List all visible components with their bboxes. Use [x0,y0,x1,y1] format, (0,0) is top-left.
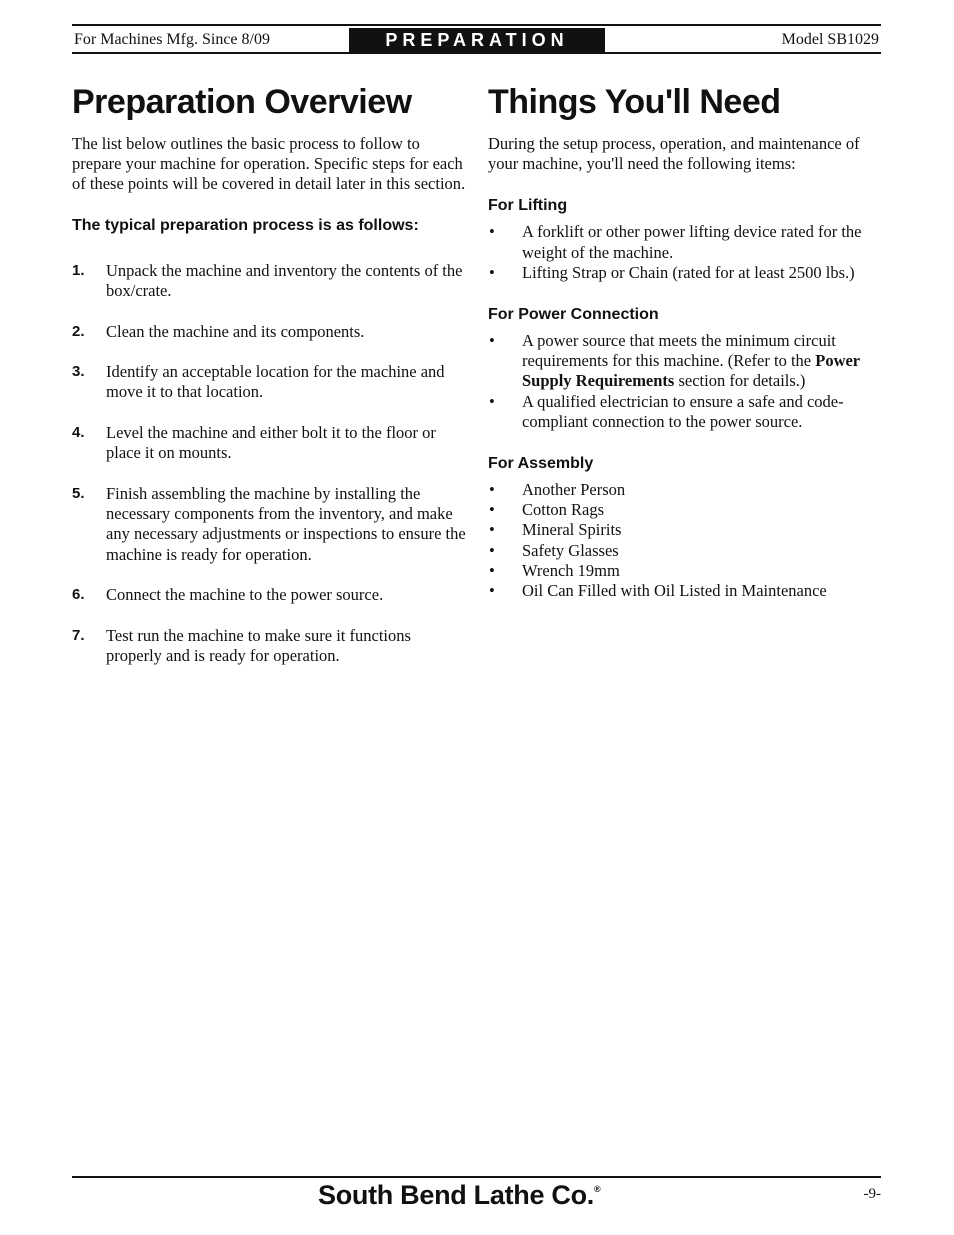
step-text: Test run the machine to make sure it functions properly and is ready for operation. [106,626,411,666]
power-item-text-before: A power source that meets the minimum circuit requirements for this machine. (Refer to the [522,331,836,371]
step-number: 3. [72,363,85,381]
step-number: 5. [72,485,85,503]
list-item-text: Cotton Rags [522,500,605,520]
for-power-connection-heading: For Power Connection [488,306,659,324]
list-item [488,392,882,432]
page-number: -9- [863,1186,881,1202]
brand-name: South Bend Lathe Co. [318,1180,594,1210]
lifting-list [488,222,882,283]
step-item [72,322,468,342]
step-text: Level the machine and either bolt it to the floor or place it on mounts. [106,423,436,463]
overview-intro: The list below outlines the basic process to follow to prepare your machine for operation. Specific steps for each of these points will be covered in detail later in this section. [72,134,466,194]
step-text: Clean the machine and its components. [106,321,365,341]
things-you-need-title: Things You'll Need [488,83,781,121]
step-item [72,362,468,402]
list-item [488,581,882,601]
preparation-overview-title: Preparation Overview [72,83,412,121]
bullet-icon: • [489,331,495,351]
list-item-text: Lifting Strap or Chain (rated for at least 2500 lbs.) [522,262,855,282]
for-lifting-heading: For Lifting [488,197,568,215]
list-item-text: Wrench 19mm [522,560,620,580]
list-item-text [522,331,882,392]
list-item-text: Another Person [522,480,626,500]
step-text: Unpack the machine and inventory the contents of the box/crate. [106,260,463,300]
list-item [488,541,882,561]
for-assembly-heading: For Assembly [488,455,594,473]
list-item-text: Safety Glasses [522,540,619,560]
brand-logo [318,1180,600,1211]
header-section-title: PREPARATION [349,28,605,52]
step-number: 2. [72,322,85,340]
list-item [488,520,882,540]
list-item [488,222,882,262]
power-list [488,331,882,432]
bullet-icon: • [489,500,495,520]
bullet-icon: • [489,222,495,242]
page-header [72,24,881,54]
bullet-icon: • [489,480,495,500]
list-item [488,263,882,283]
list-item-text: A qualified electrician to ensure a safe and code-compliant connection to the power source. [522,391,844,431]
overview-subheading: The typical preparation process is as follows: [72,216,419,234]
bullet-icon: • [489,391,495,411]
bullet-icon: • [489,560,495,580]
step-text: Finish assembling the machine by installing the necessary components from the inventory, and make any necessary adjustments or inspections to ensure the machine is ready for operation. [106,484,466,564]
bullet-icon: • [489,581,495,601]
power-item-text-after: section for details.) [674,371,806,391]
step-text: Identify an acceptable location for the machine and move it to that location. [106,362,445,402]
step-item [72,261,468,301]
list-item [488,331,882,392]
bullet-icon: • [489,540,495,560]
step-text: Connect the machine to the power source. [106,585,384,605]
step-number: 1. [72,261,85,279]
list-item [488,480,882,500]
step-item [72,626,468,666]
footer-divider [72,1176,881,1178]
bullet-icon: • [489,520,495,540]
step-item [72,484,468,565]
step-number: 4. [72,424,85,442]
step-number: 7. [72,627,85,645]
registered-mark: ® [593,1184,601,1194]
list-item-text: Mineral Spirits [522,520,622,540]
assembly-list [488,480,882,601]
power-supply-requirements-reference: Power Supply Requirements [522,351,860,391]
list-item-text: A forklift or other power lifting device rated for the weight of the machine. [522,222,862,262]
header-machine-date: For Machines Mfg. Since 8/09 [74,31,270,48]
step-item [72,423,468,463]
needs-intro: During the setup process, operation, and maintenance of your machine, you'll need the following items: [488,134,860,174]
list-item-text: Oil Can Filled with Oil Listed in Maintenance [522,581,827,601]
things-you-need-column [488,82,882,601]
list-item [488,500,882,520]
bullet-icon: • [489,262,495,282]
list-item [488,561,882,581]
preparation-overview-column [72,82,468,687]
header-model: Model SB1029 [781,31,879,48]
step-item [72,585,468,605]
preparation-steps-list [72,261,468,667]
step-number: 6. [72,586,85,604]
